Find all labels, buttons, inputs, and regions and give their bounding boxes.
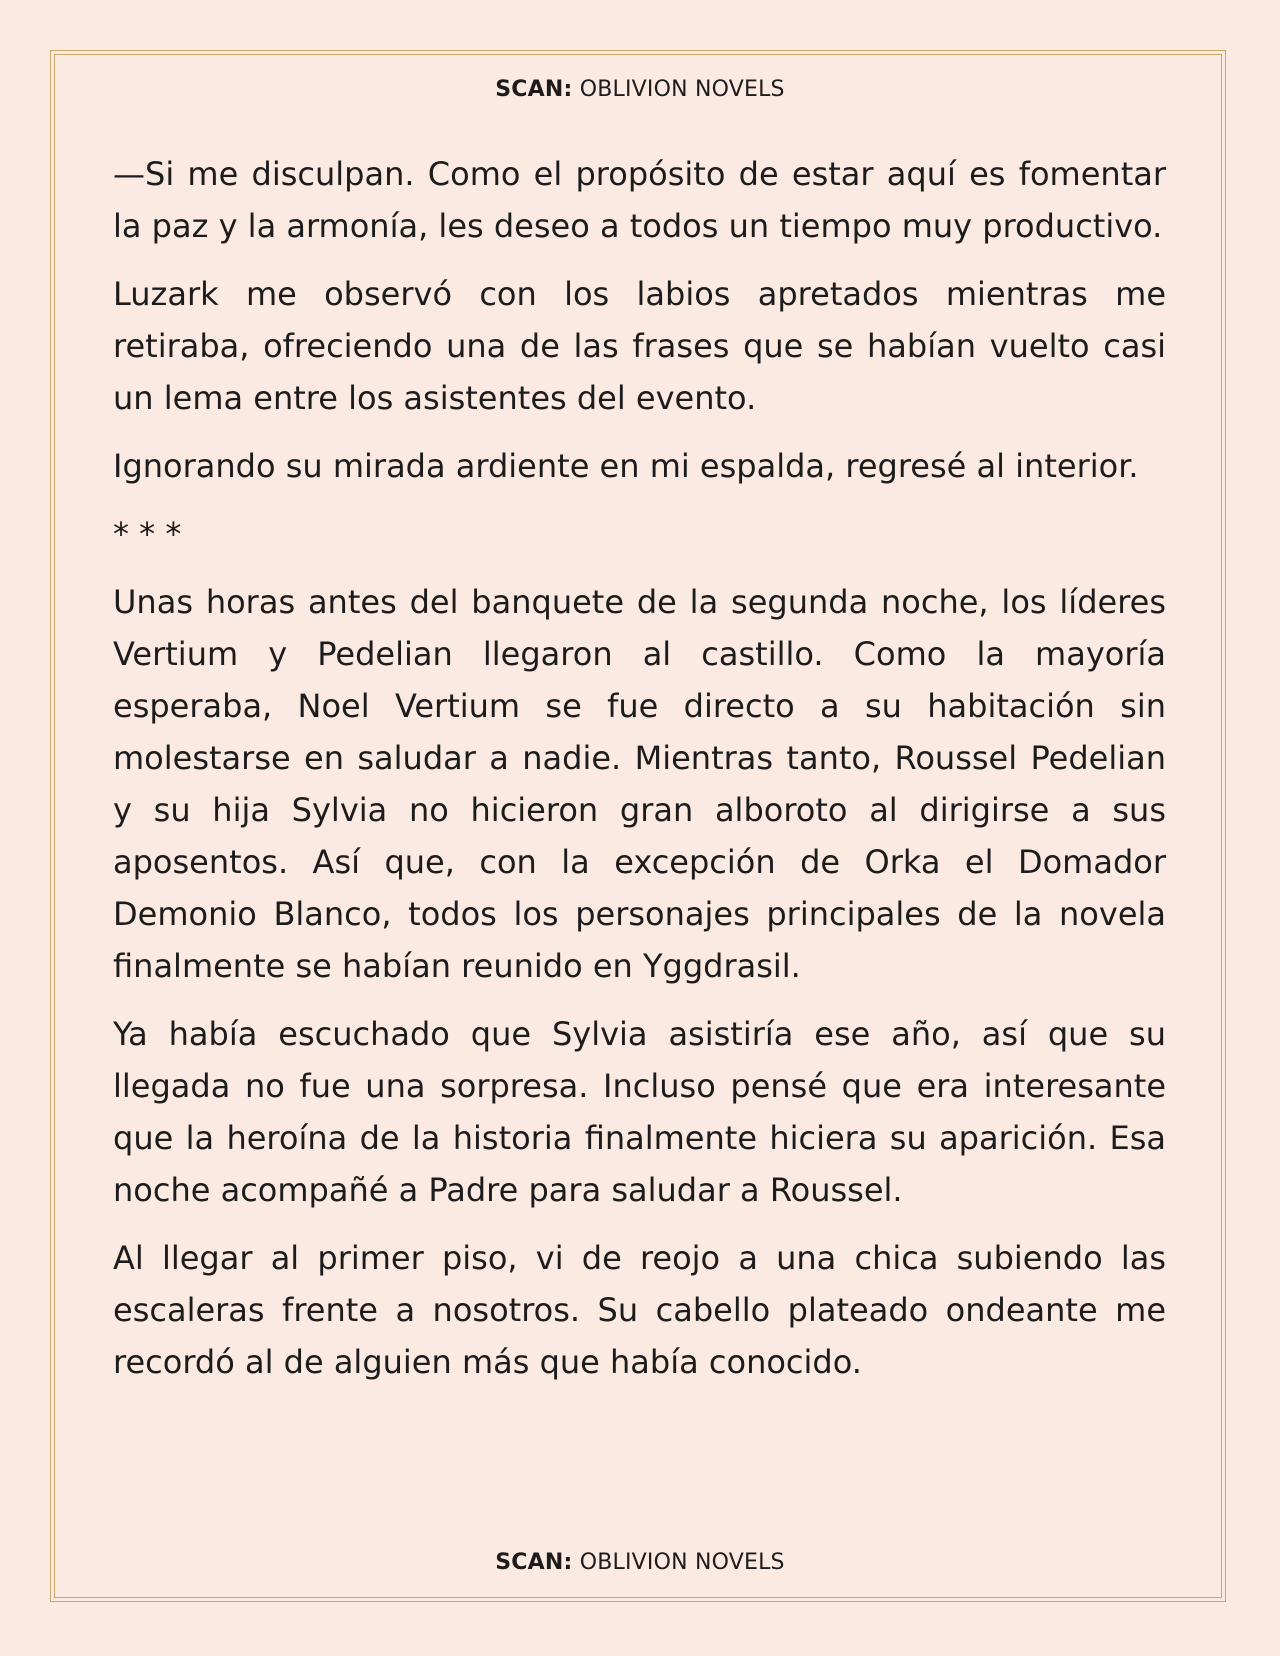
paragraph: Ignorando su mirada ardiente en mi espalda, regresé al interior. <box>113 447 1139 485</box>
footer-scan-label: SCAN: <box>495 1550 573 1575</box>
page-header <box>0 77 1280 102</box>
page-body <box>113 148 1166 1404</box>
paragraph: Unas horas antes del banquete de la segunda noche, los líderes Vertium y Pedelian llegaron al castillo. Como la mayoría esperaba, Noel Vertium se fue directo a su habitación sin molestarse en saludar a nadie. Mientras tanto, Roussel Pedelian y su hija Sylvia no hicieron gran alboroto al dirigirse a sus aposentos. Así que, con la excepción de Orka el Domador Demonio Blanco, todos los personajes principales de la novela finalmente se habían reunido en Yggdrasil. <box>113 583 1166 985</box>
paragraph: Al llegar al primer piso, vi de reojo a una chica subiendo las escaleras frente a nosotros. Su cabello plateado ondeante me recordó al de alguien más que había conocido. <box>113 1239 1166 1381</box>
header-scan-group: OBLIVION NOVELS <box>579 77 785 102</box>
paragraph: —Si me disculpan. Como el propósito de estar aquí es fomentar la paz y la armonía, les deseo a todos un tiempo muy productivo. <box>113 155 1166 245</box>
scene-separator: * * * <box>113 515 182 553</box>
paragraph: Luzark me observó con los labios apretados mientras me retiraba, ofreciendo una de las frases que se habían vuelto casi un lema entre los asistentes del evento. <box>113 275 1166 417</box>
page-footer <box>0 1550 1280 1575</box>
footer-scan-group: OBLIVION NOVELS <box>579 1550 785 1575</box>
header-scan-label: SCAN: <box>495 77 573 102</box>
paragraph: Ya había escuchado que Sylvia asistiría ese año, así que su llegada no fue una sorpresa. Incluso pensé que era interesante que la heroína de la historia finalmente hiciera su aparición. Esa noche acompañé a Padre para saludar a Roussel. <box>113 1015 1166 1209</box>
